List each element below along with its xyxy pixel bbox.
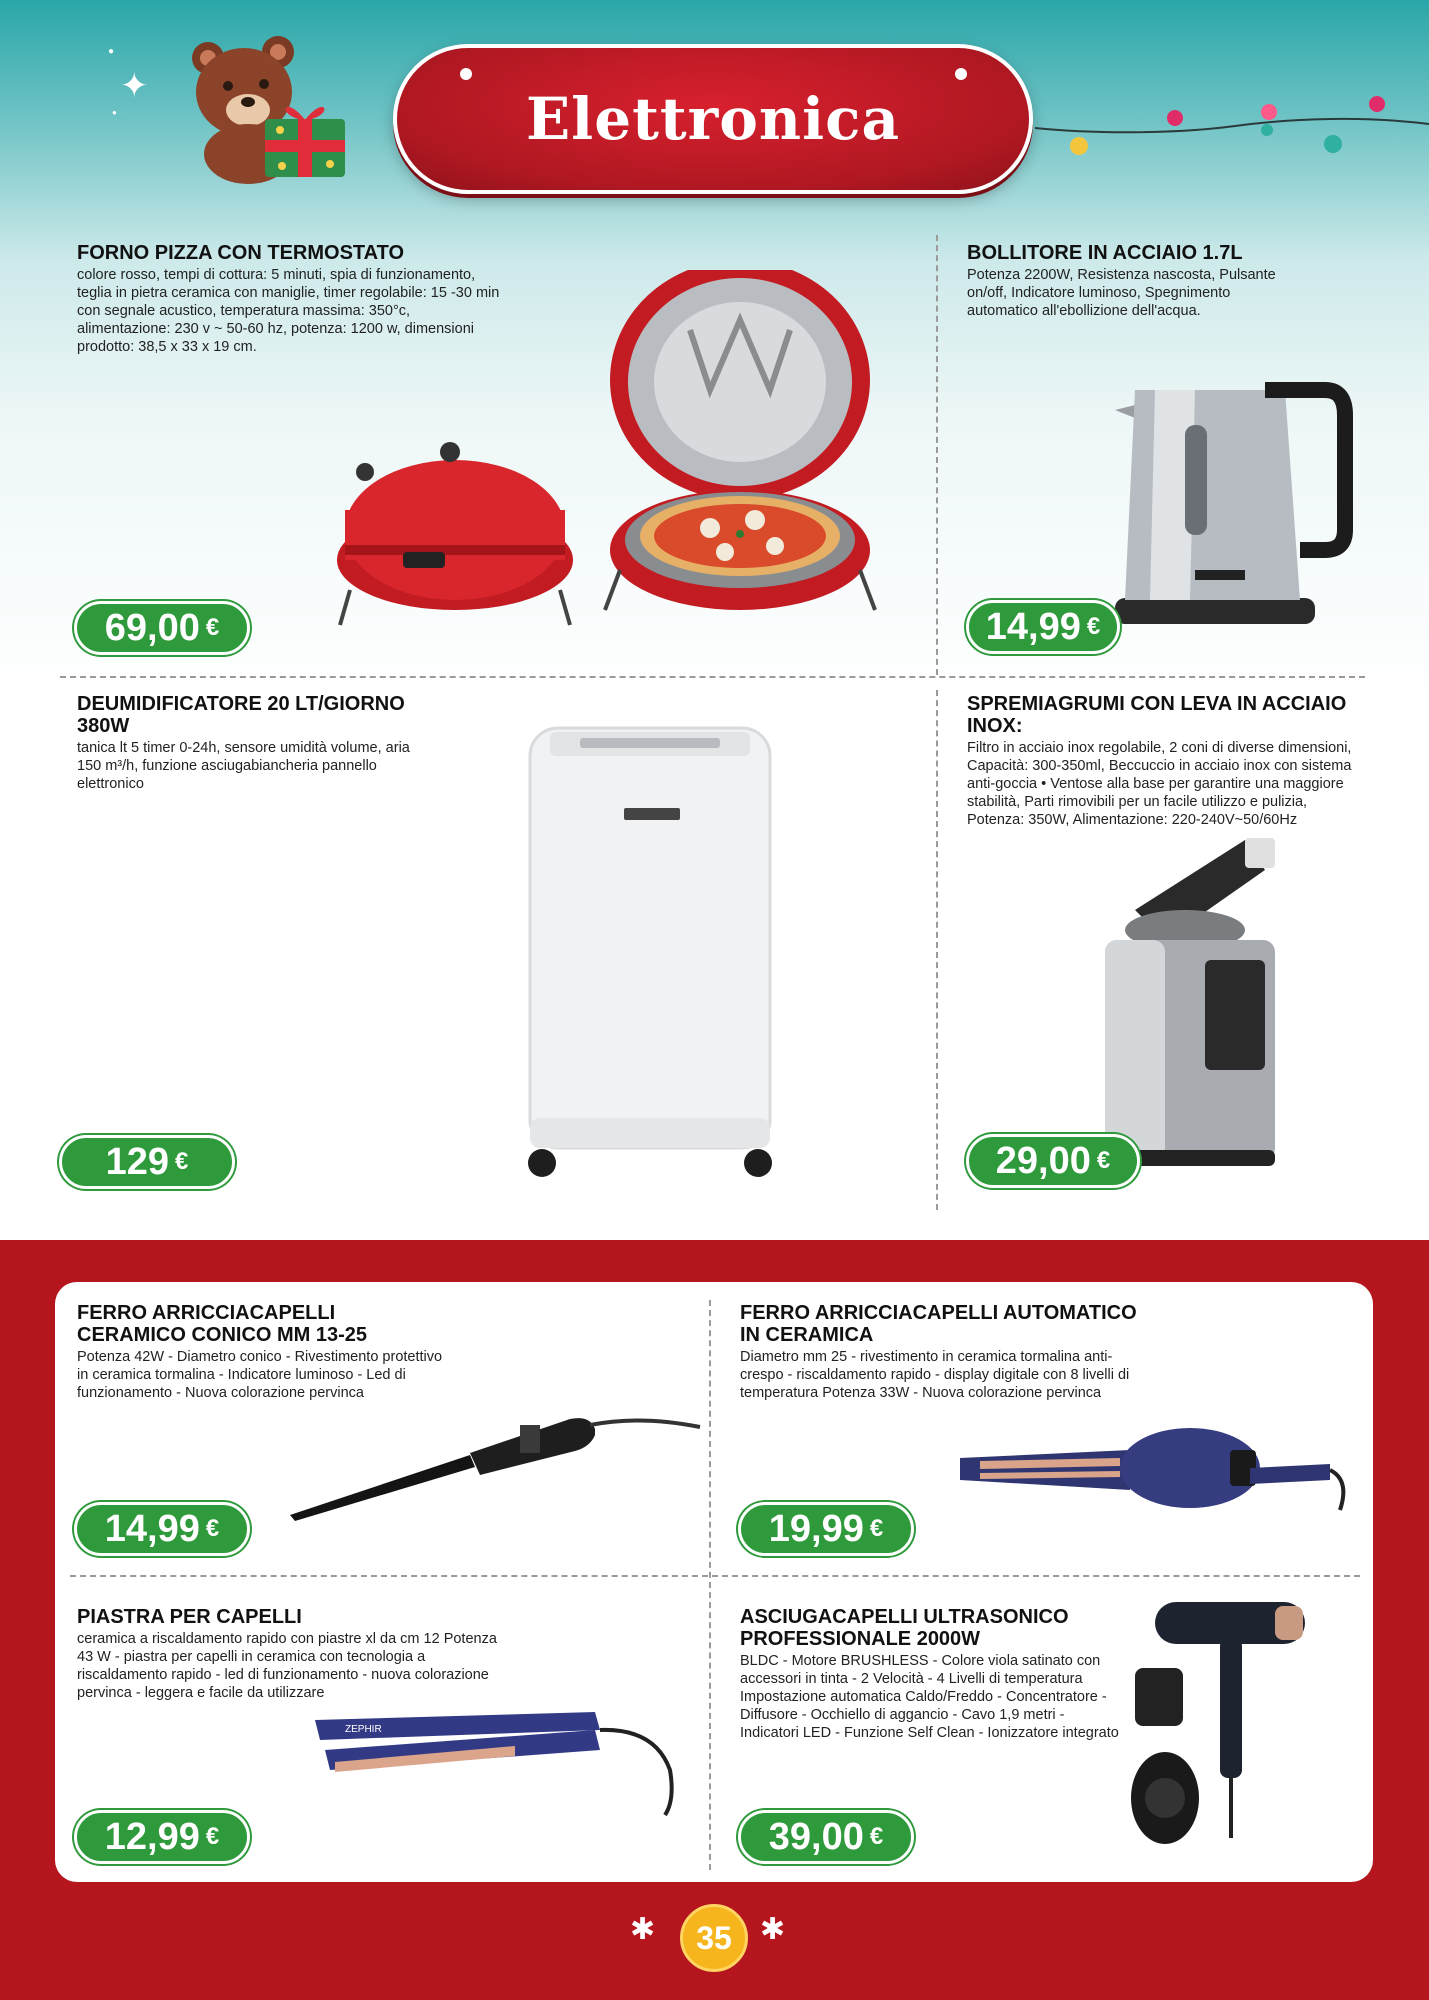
product-description: tanica lt 5 timer 0-24h, sensore umidità volume, aria 150 m³/h, funzione asciugabiancheria pannello elettronico xyxy=(77,740,410,792)
divider-vertical xyxy=(936,235,938,675)
product-title: BOLLITORE IN ACCIAIO 1.7L xyxy=(967,242,1243,264)
product-deumidificatore xyxy=(77,693,437,793)
price-badge xyxy=(738,1810,914,1864)
section-banner xyxy=(393,44,1033,194)
product-title: ASCIUGACAPELLI ULTRASONICO PROFESSIONALE 2000W xyxy=(740,1606,1069,1650)
price-badge xyxy=(74,1810,250,1864)
product-title: DEUMIDIFICATORE 20 LT/GIORNO 380W xyxy=(77,693,405,737)
product-ferro-conico xyxy=(77,1302,447,1402)
currency-symbol: € xyxy=(1086,613,1101,640)
price-badge xyxy=(966,1134,1140,1188)
banner-dot-icon xyxy=(955,68,967,80)
product-title: SPREMIAGRUMI CON LEVA IN ACCIAIO INOX: xyxy=(967,693,1347,737)
product-title: FORNO PIZZA CON TERMOSTATO xyxy=(77,242,405,264)
price-badge xyxy=(738,1502,914,1556)
flower-icon: ✱ xyxy=(760,1913,786,1946)
curling-wand-image xyxy=(290,1395,710,1525)
section-title: Elettronica xyxy=(525,85,901,153)
product-asciugacapelli xyxy=(740,1606,1120,1742)
divider-vertical xyxy=(709,1300,711,1870)
divider-horizontal xyxy=(60,676,1365,678)
price-value: 19,99 xyxy=(768,1507,864,1550)
divider-vertical xyxy=(936,690,938,1210)
flower-icon: ✱ xyxy=(630,1913,656,1946)
kettle-image xyxy=(1095,370,1355,640)
product-title: FERRO ARRICCIACAPELLI CERAMICO CONICO MM 13-25 xyxy=(77,1302,368,1346)
product-description: colore rosso, tempi di cottura: 5 minuti, spia di funzionamento, teglia in pietra ceramica con maniglie, timer regolabile: 15 -30 min con segnale acustico, temperatura massima: 350°c, alimentazione: 230 v ~ 50-60 hz, potenza: 1200 w, dimensioni prodotto: 38,5 x 33 x 19 cm. xyxy=(77,267,500,355)
sparkle-icon: ● xyxy=(108,46,115,57)
price-badge xyxy=(74,601,250,655)
currency-symbol: € xyxy=(1096,1147,1111,1174)
currency-symbol: € xyxy=(205,1823,220,1850)
divider-horizontal xyxy=(70,1575,1360,1577)
currency-symbol: € xyxy=(175,1148,189,1175)
currency-symbol: € xyxy=(869,1515,884,1542)
auto-curler-image xyxy=(960,1410,1360,1520)
page-number: 35 xyxy=(680,1904,748,1972)
sparkle-icon: ✦ xyxy=(120,67,149,105)
price-badge xyxy=(966,600,1120,654)
teddy-bear-gift-icon xyxy=(190,34,370,184)
price-value: 129 xyxy=(105,1140,170,1183)
currency-symbol: € xyxy=(205,1515,220,1542)
currency-symbol: € xyxy=(869,1823,884,1850)
product-bollitore xyxy=(967,242,1297,320)
product-description: ceramica a riscaldamento rapido con piastre xl da cm 12 Potenza 43 W - piastra per capelli in ceramica con tecnologia a riscaldamento rapido - led di funzionamento - nuova colorazione pervinca - leggera e facile da utilizzare xyxy=(77,1631,497,1701)
product-title: FERRO ARRICCIACAPELLI AUTOMATICO IN CERAMICA xyxy=(740,1302,1137,1346)
product-description: BLDC - Motore BRUSHLESS - Colore viola satinato con accessori in tinta - 2 Velocità - 4 Livelli di temperatura Impostazione automatica Caldo/Freddo - Concentratore - Diffusore - Occhiello di aggancio - Cavo 1,9 metri - Indicatori LED - Funzione Self Clean - Ionizzatore integrato xyxy=(740,1653,1119,1741)
price-value: 69,00 xyxy=(104,606,200,649)
price-value: 14,99 xyxy=(985,605,1081,648)
product-description: Diametro mm 25 - rivestimento in ceramica tormalina anti-crespo - riscaldamento rapido - display digitale con 8 livelli di temperatura Potenza 33W - Nuova colorazione pervinca xyxy=(740,1349,1130,1401)
pizza-oven-image xyxy=(325,260,625,640)
brand-logo: ZEPHIR xyxy=(345,1724,382,1735)
price-value: 14,99 xyxy=(104,1507,200,1550)
pizza-oven-open-image xyxy=(590,270,890,650)
product-piastra xyxy=(77,1606,497,1702)
price-value: 39,00 xyxy=(768,1815,864,1858)
banner-dot-icon xyxy=(460,68,472,80)
product-spremiagrumi xyxy=(967,693,1367,829)
hair-straightener-image xyxy=(315,1710,685,1820)
price-value: 29,00 xyxy=(995,1139,1091,1182)
christmas-lights-icon xyxy=(1035,80,1429,160)
product-description: Potenza 42W - Diametro conico - Rivestimento protettivo in ceramica tormalina - Indicatore luminoso - Led di funzionamento - Nuova colorazione pervinca xyxy=(77,1349,443,1401)
price-value: 12,99 xyxy=(104,1815,200,1858)
product-ferro-automatico xyxy=(740,1302,1140,1402)
sparkle-icon: ● xyxy=(112,108,117,117)
currency-symbol: € xyxy=(205,614,220,641)
dehumidifier-image xyxy=(520,718,780,1183)
product-title: PIASTRA PER CAPELLI xyxy=(77,1606,302,1628)
juicer-image xyxy=(1095,830,1295,1180)
price-badge xyxy=(74,1502,250,1556)
hair-dryer-image xyxy=(1125,1598,1345,1860)
product-description: Potenza 2200W, Resistenza nascosta, Pulsante on/off, Indicatore luminoso, Spegnimento automatico all'ebollizione dell'acqua. xyxy=(967,267,1276,319)
price-badge xyxy=(59,1135,235,1189)
product-description: Filtro in acciaio inox regolabile, 2 coni di diverse dimensioni, Capacità: 300-350ml, Beccuccio in acciaio inox con sistema anti-goccia • Ventose alla base per garantire una maggiore stabilità, Parti rimovibili per un facile utilizzo e pulizia, Potenza: 350W, Alimentazione: 220-240V~50/60Hz xyxy=(967,740,1352,828)
